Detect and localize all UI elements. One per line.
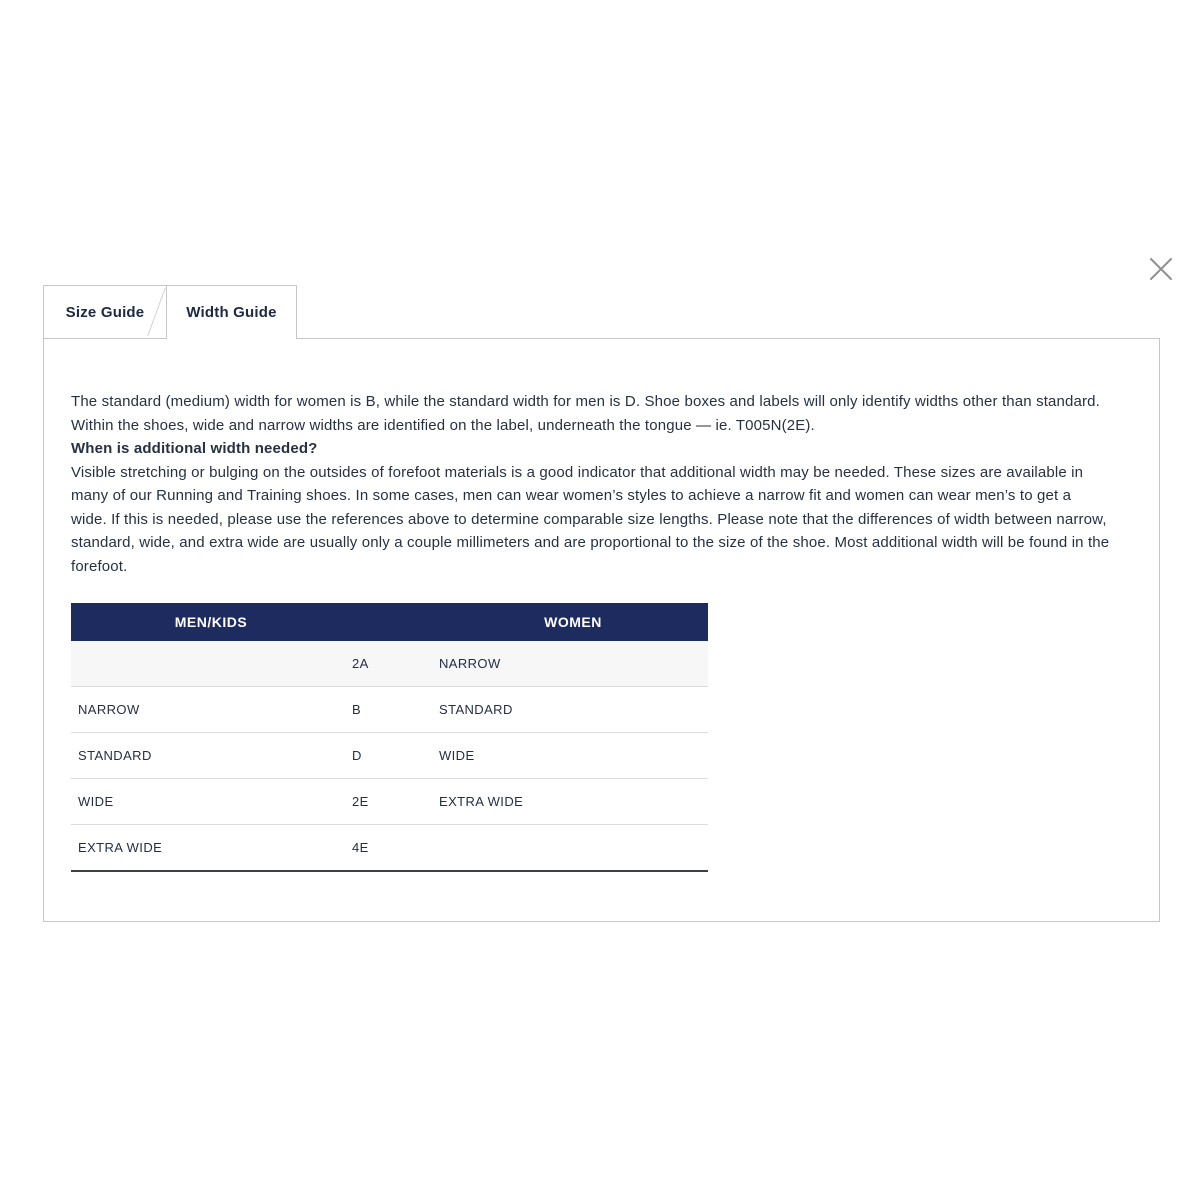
table-row xyxy=(71,779,708,825)
table-header-row xyxy=(71,603,708,641)
men-width-cell: STANDARD xyxy=(78,748,152,763)
intro-paragraph: The standard (medium) width for women is B, while the standard width for men is D. Shoe boxes and labels will only identify widths other than standard. Within the shoes, wide and narrow widths are identified on the label, underneath the tongue — ie. T005N(2E). xyxy=(71,393,1100,434)
men-kids-header: MEN/KIDS xyxy=(71,603,351,641)
width-code-cell: 2E xyxy=(352,794,369,809)
women-width-cell: STANDARD xyxy=(439,702,513,717)
close-button[interactable] xyxy=(1142,250,1180,288)
table-row xyxy=(71,825,708,872)
table-row xyxy=(71,687,708,733)
table-row xyxy=(71,733,708,779)
close-icon xyxy=(1144,252,1178,286)
width-code-cell: 4E xyxy=(352,840,369,855)
men-width-cell xyxy=(71,641,351,687)
section-body: Visible stretching or bulging on the outsides of forefoot materials is a good indicator that additional width may be needed. These sizes are available in many of our Running and Training shoes. In some cases, men can wear women’s styles to achieve a narrow fit and women can wear men’s to get a wide. If this is needed, please use the references above to determine comparable size lengths. Please note that the differences of width between narrow, standard, wide, and extra wide are usually only a couple millimeters and are proportional to the size of the shoe. Most additional width will be found in the forefoot. xyxy=(71,463,1110,575)
width-guide-panel xyxy=(43,338,1160,922)
men-width-cell: EXTRA WIDE xyxy=(78,840,163,855)
width-code-cell: B xyxy=(352,702,362,717)
women-width-cell: EXTRA WIDE xyxy=(439,794,524,809)
table-row xyxy=(71,641,708,687)
tab-bar xyxy=(43,284,297,338)
width-code-cell: D xyxy=(352,748,362,763)
women-width-cell xyxy=(438,825,708,872)
women-width-cell: NARROW xyxy=(439,656,501,671)
width-table xyxy=(71,603,708,872)
men-width-cell: NARROW xyxy=(78,702,140,717)
women-width-cell: WIDE xyxy=(439,748,475,763)
tab-size-guide[interactable]: Size Guide xyxy=(43,285,166,338)
women-header: WOMEN xyxy=(438,603,708,641)
code-header-spacer xyxy=(351,603,438,641)
section-heading: When is additional width needed? xyxy=(71,440,318,457)
width-code-cell: 2A xyxy=(352,656,369,671)
men-width-cell: WIDE xyxy=(78,794,114,809)
tab-width-guide[interactable]: Width Guide xyxy=(166,285,297,339)
